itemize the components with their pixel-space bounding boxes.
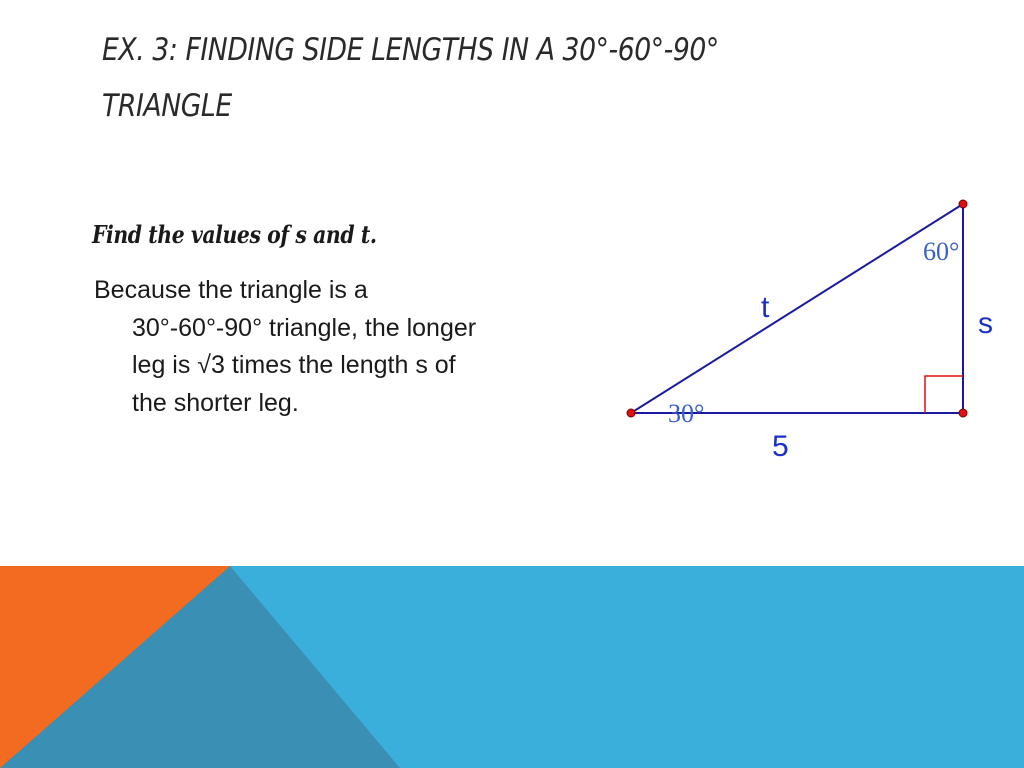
side-label-s: s <box>978 307 993 340</box>
angle-label-30: 30° <box>668 399 705 428</box>
angle-label-60: 60° <box>923 237 960 266</box>
subheading: Find the values of s and t. <box>92 220 377 249</box>
right-angle-mark <box>925 376 963 413</box>
vertex-left <box>627 409 635 417</box>
vertex-right-angle <box>959 409 967 417</box>
vertex-top <box>959 200 967 208</box>
decorative-footer-band <box>0 566 1024 768</box>
side-label-5: 5 <box>772 430 789 463</box>
side-label-t: t <box>761 291 770 324</box>
slide-title: EX. 3: FINDING SIDE LENGTHS IN A 30°-60°-90° TRIANGLE <box>102 32 719 124</box>
body-text: Because the triangle is a 30°-60°-90° triangle, the longer leg is √3 times the length s of the shorter leg. <box>94 276 477 417</box>
triangle-hypotenuse <box>631 204 963 413</box>
